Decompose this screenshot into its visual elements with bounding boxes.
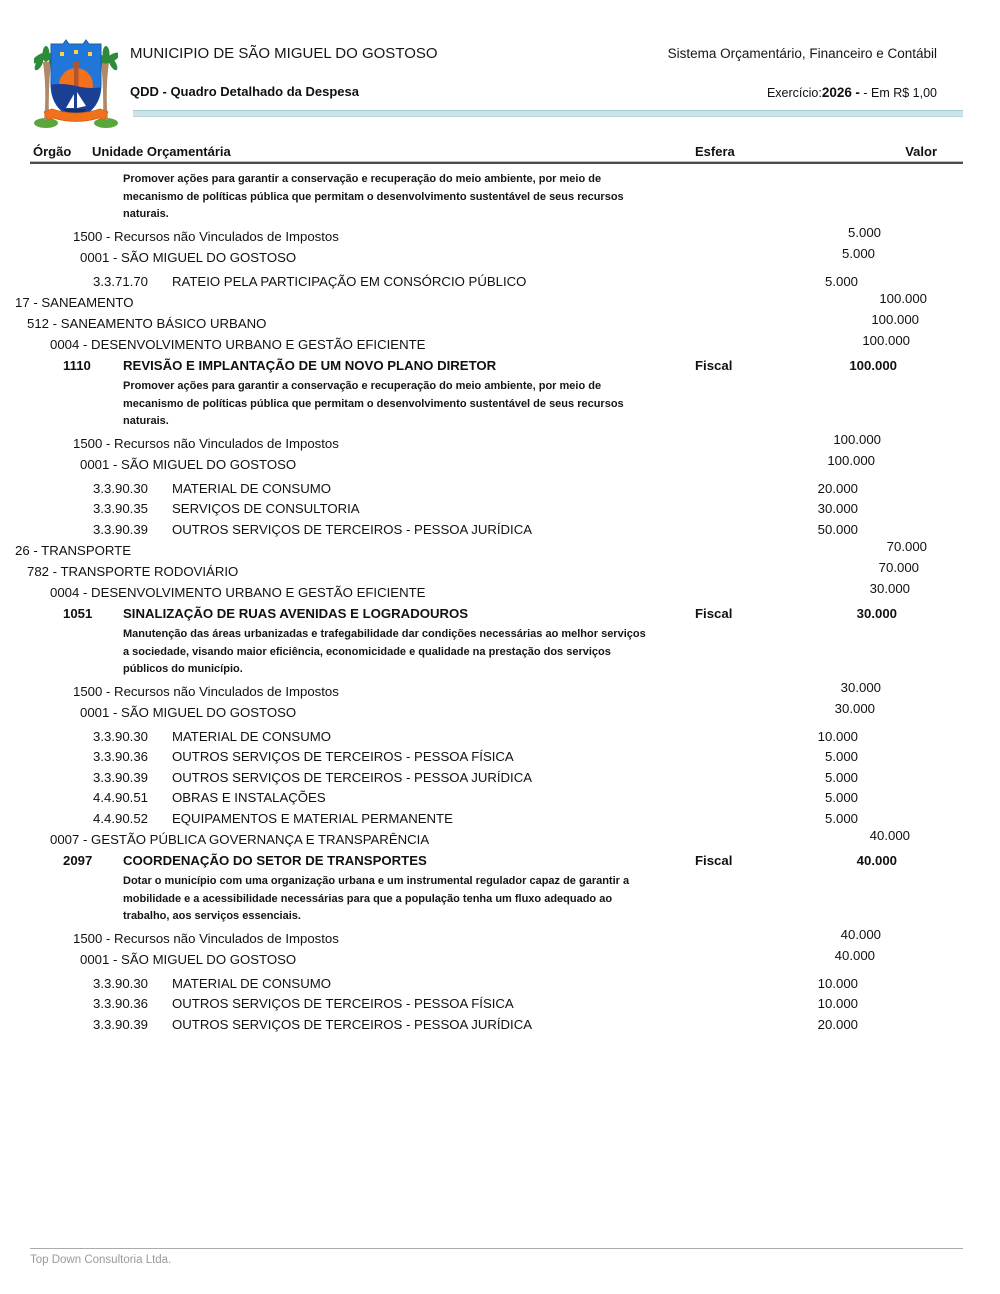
- row-label: 17 - SANEAMENTO: [15, 295, 134, 310]
- municipal-coat-of-arms-icon: [34, 28, 118, 132]
- table-row-element: [0, 727, 1000, 748]
- row-code: 1110: [63, 358, 91, 373]
- row-label: MATERIAL DE CONSUMO: [172, 728, 331, 744]
- table-row-element: [0, 974, 1000, 995]
- table-row-programa: [0, 829, 1000, 850]
- column-header-unidade: Unidade Orçamentária: [92, 144, 231, 159]
- value-cell: 70.000: [878, 560, 919, 575]
- value-cell: 100.000: [862, 333, 910, 348]
- value-cell: 40.000: [834, 947, 875, 963]
- table-row-orgao: [0, 292, 1000, 313]
- value-cell: 40.000: [856, 853, 897, 868]
- description-line: mecanismo de políticas pública que permitam o desenvolvimento sustentável de seus recursos: [123, 397, 624, 410]
- report-title: QDD - Quadro Detalhado da Despesa: [130, 84, 359, 99]
- row-label: 1500 - Recursos não Vinculados de Impostos: [73, 228, 339, 244]
- description-line: trabalho, aos serviços essenciais.: [123, 910, 301, 922]
- row-label: OUTROS SERVIÇOS DE TERCEIROS - PESSOA JURÍDICA: [172, 521, 533, 537]
- description-line: Promover ações para garantir a conservação e recuperação do meio ambiente, por meio de: [123, 380, 602, 392]
- row-code: 3.3.90.39: [93, 769, 148, 785]
- table-row-element: [0, 1015, 1000, 1036]
- description-line: mecanismo de políticas pública que permitam o desenvolvimento sustentável de seus recursos: [123, 190, 624, 203]
- row-code: 2097: [63, 853, 93, 868]
- row-label: REVISÃO E IMPLANTAÇÃO DE UM NOVO PLANO DIRETOR: [123, 358, 497, 373]
- row-code: 3.3.90.30: [93, 480, 148, 496]
- row-code: 1051: [63, 606, 93, 621]
- value-cell: 100.000: [827, 452, 875, 468]
- row-label: MATERIAL DE CONSUMO: [172, 975, 331, 991]
- row-label: 1500 - Recursos não Vinculados de Impostos: [73, 683, 339, 699]
- exercise-label: Exercício:: [766, 86, 822, 100]
- esfera-cell: Fiscal: [695, 606, 733, 621]
- table-row-subfonte: [0, 247, 1000, 268]
- table-row-orgao: [0, 540, 1000, 561]
- table-row-subfonte: [0, 949, 1000, 970]
- table-row-programa: [0, 582, 1000, 603]
- value-cell: 10.000: [817, 728, 858, 744]
- value-cell: 50.000: [817, 521, 858, 537]
- table-row-element: [0, 768, 1000, 789]
- row-label: OBRAS E INSTALAÇÕES: [172, 790, 326, 805]
- project-description: [123, 171, 1000, 224]
- value-cell: 5.000: [824, 769, 858, 785]
- row-label: OUTROS SERVIÇOS DE TERCEIROS - PESSOA JURÍDICA: [172, 769, 533, 785]
- project-description: [123, 873, 1000, 926]
- row-code: 3.3.90.36: [93, 996, 148, 1011]
- table-header-rule: [30, 161, 963, 164]
- value-cell: 10.000: [817, 996, 858, 1011]
- table-row-element: [0, 499, 1000, 520]
- value-cell: 20.000: [817, 1016, 858, 1032]
- row-label: 1500 - Recursos não Vinculados de Impostos: [73, 435, 339, 451]
- row-label: 0001 - SÃO MIGUEL DO GOSTOSO: [80, 704, 297, 720]
- table-row-projeto: [0, 850, 1000, 872]
- value-cell: 5.000: [841, 245, 875, 261]
- row-code: 4.4.90.51: [93, 790, 148, 805]
- value-cell: 70.000: [886, 539, 927, 554]
- esfera-cell: Fiscal: [695, 853, 733, 868]
- table-row-element: [0, 788, 1000, 809]
- description-line: mobilidade e a acessibilidade necessárias para que a população tenha um fluxo adequado ao: [123, 892, 613, 905]
- column-header-esfera: Esfera: [695, 144, 735, 159]
- project-description: [123, 626, 1000, 679]
- value-cell: 100.000: [871, 312, 919, 327]
- header-divider-bar: [133, 110, 963, 117]
- table-row-element: [0, 272, 1000, 293]
- description-line: Manutenção das áreas urbanizadas e trafegabilidade dar condições necessárias ao melhor serviços: [123, 628, 646, 640]
- column-header-orgao: Órgão: [33, 144, 72, 159]
- value-cell: 10.000: [817, 975, 858, 991]
- footer-rule: [30, 1248, 963, 1249]
- value-cell: 40.000: [869, 828, 910, 843]
- value-cell: 5.000: [847, 224, 881, 240]
- table-row-element: [0, 747, 1000, 768]
- column-header-valor: Valor: [905, 144, 937, 159]
- table-row-projeto: [0, 603, 1000, 625]
- row-label: SERVIÇOS DE CONSULTORIA: [172, 501, 360, 516]
- row-code: 3.3.90.39: [93, 521, 148, 537]
- value-cell: 5.000: [824, 749, 858, 764]
- row-label: COORDENAÇÃO DO SETOR DE TRANSPORTES: [123, 853, 427, 868]
- row-label: OUTROS SERVIÇOS DE TERCEIROS - PESSOA JURÍDICA: [172, 1016, 533, 1032]
- description-line: Dotar o município com uma organização urbana e um instrumental regulador capaz de garantir a: [123, 875, 630, 887]
- description-line: públicos do município.: [123, 663, 243, 675]
- value-cell: 40.000: [840, 926, 881, 942]
- table-row-funcao: [0, 561, 1000, 582]
- row-label: OUTROS SERVIÇOS DE TERCEIROS - PESSOA FÍSICA: [172, 749, 514, 764]
- value-cell: 100.000: [833, 431, 881, 447]
- row-label: 0007 - GESTÃO PÚBLICA GOVERNANÇA E TRANSPARÊNCIA: [50, 832, 430, 847]
- esfera-cell: Fiscal: [695, 358, 733, 373]
- table-row-subfonte: [0, 454, 1000, 475]
- table-body: [0, 170, 1000, 1035]
- description-line: Promover ações para garantir a conservação e recuperação do meio ambiente, por meio de: [123, 173, 602, 185]
- row-label: RATEIO PELA PARTICIPAÇÃO EM CONSÓRCIO PÚBLICO: [172, 273, 527, 289]
- row-label: SINALIZAÇÃO DE RUAS AVENIDAS E LOGRADOUROS: [123, 606, 469, 621]
- municipality-name: MUNICIPIO DE SÃO MIGUEL DO GOSTOSO: [130, 45, 438, 62]
- row-label: OUTROS SERVIÇOS DE TERCEIROS - PESSOA FÍSICA: [172, 996, 514, 1011]
- table-row-element: [0, 994, 1000, 1015]
- row-code: 3.3.90.30: [93, 975, 148, 991]
- footer-company: Top Down Consultoria Ltda.: [30, 1254, 172, 1266]
- row-code: 3.3.71.70: [93, 273, 148, 289]
- value-cell: 5.000: [824, 810, 858, 826]
- row-code: 3.3.90.36: [93, 749, 148, 764]
- exercise-info: Exercício:2026 - - Em R$ 1,00: [766, 85, 937, 100]
- table-row-element: [0, 520, 1000, 541]
- row-label: 0004 - DESENVOLVIMENTO URBANO E GESTÃO EFICIENTE: [50, 585, 426, 600]
- value-cell: 5.000: [824, 273, 858, 289]
- row-label: 782 - TRANSPORTE RODOVIÁRIO: [27, 564, 239, 579]
- exercise-year: 2026: [821, 85, 852, 100]
- row-code: 4.4.90.52: [93, 810, 148, 826]
- value-cell: 30.000: [856, 606, 897, 621]
- table-row-funcao: [0, 313, 1000, 334]
- exercise-suffix: - Em R$ 1,00: [863, 86, 937, 100]
- description-line: naturais.: [123, 415, 169, 427]
- table-row-element: [0, 809, 1000, 830]
- row-label: 0001 - SÃO MIGUEL DO GOSTOSO: [80, 456, 297, 472]
- table-row-projeto: [0, 355, 1000, 377]
- value-cell: 100.000: [879, 291, 927, 306]
- value-cell: 30.000: [834, 700, 875, 716]
- row-label: MATERIAL DE CONSUMO: [172, 480, 331, 496]
- row-label: 1500 - Recursos não Vinculados de Impostos: [73, 930, 339, 946]
- value-cell: 30.000: [817, 501, 858, 516]
- value-cell: 5.000: [824, 790, 858, 805]
- row-label: 512 - SANEAMENTO BÁSICO URBANO: [27, 316, 267, 331]
- row-code: 3.3.90.30: [93, 728, 148, 744]
- project-description: [123, 378, 1000, 431]
- table-row-subfonte: [0, 702, 1000, 723]
- table-row-programa: [0, 334, 1000, 355]
- description-line: a sociedade, visando maior eficiência, economicidade e qualidade na prestação dos serviços: [123, 645, 611, 658]
- table-row-element: [0, 479, 1000, 500]
- system-name: Sistema Orçamentário, Financeiro e Contábil: [667, 46, 937, 61]
- row-label: 26 - TRANSPORTE: [15, 543, 132, 558]
- row-label: 0001 - SÃO MIGUEL DO GOSTOSO: [80, 249, 297, 265]
- row-label: 0004 - DESENVOLVIMENTO URBANO E GESTÃO EFICIENTE: [50, 337, 426, 352]
- row-label: 0001 - SÃO MIGUEL DO GOSTOSO: [80, 951, 297, 967]
- description-line: naturais.: [123, 208, 169, 220]
- value-cell: 20.000: [817, 480, 858, 496]
- row-label: EQUIPAMENTOS E MATERIAL PERMANENTE: [172, 810, 453, 826]
- row-code: 3.3.90.35: [93, 501, 148, 516]
- value-cell: 30.000: [840, 679, 881, 695]
- value-cell: 30.000: [869, 581, 910, 596]
- row-code: 3.3.90.39: [93, 1016, 148, 1032]
- value-cell: 100.000: [849, 358, 897, 373]
